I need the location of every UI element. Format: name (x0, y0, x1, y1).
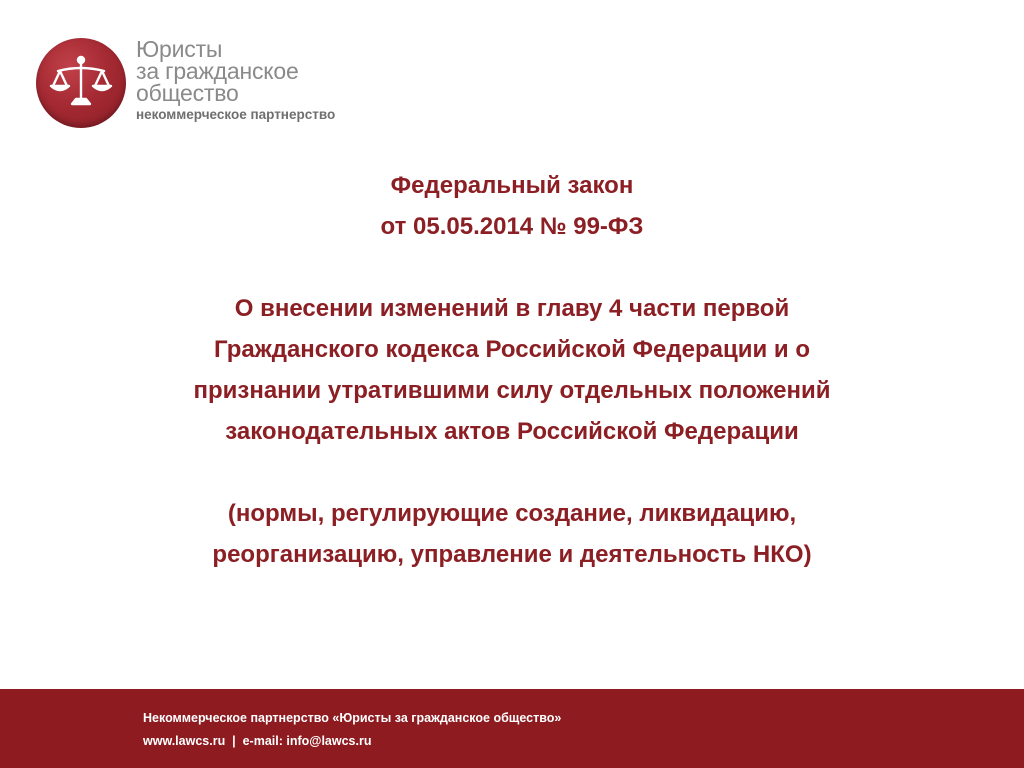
law-title-line: Гражданского кодекса Российской Федерации и о (214, 336, 810, 363)
logo-line-1: Юристы (136, 36, 223, 62)
scales-of-justice-icon (36, 38, 126, 128)
logo-wordmark (136, 38, 335, 125)
law-title-line: законодательных актов Российской Федерации (225, 418, 799, 445)
spacer (80, 247, 944, 288)
logo-line-3: общество (136, 80, 239, 106)
law-note-line: реорганизацию, управление и деятельность НКО) (212, 541, 812, 568)
logo-line-2: за гражданское (136, 58, 299, 84)
document-content (80, 165, 944, 575)
spacer (80, 452, 944, 493)
footer-organization: Некоммерческое партнерство «Юристы за гражданское общество» (143, 711, 562, 725)
logo (36, 38, 376, 130)
footer-contacts: www.lawcs.ru | e-mail: info@lawcs.ru (143, 734, 372, 748)
logo-subtitle: некоммерческое партнерство (136, 107, 336, 122)
law-title-line: О внесении изменений в главу 4 части первой (234, 295, 790, 322)
logo-emblem (36, 38, 126, 128)
footer-bar (0, 689, 1024, 768)
law-title-line: признании утратившими силу отдельных положений (193, 377, 831, 404)
law-note-line: (нормы, регулирующие создание, ликвидацию, (227, 500, 797, 527)
law-heading-date-number: от 05.05.2014 № 99-ФЗ (380, 213, 644, 240)
law-heading-type: Федеральный закон (390, 172, 634, 199)
